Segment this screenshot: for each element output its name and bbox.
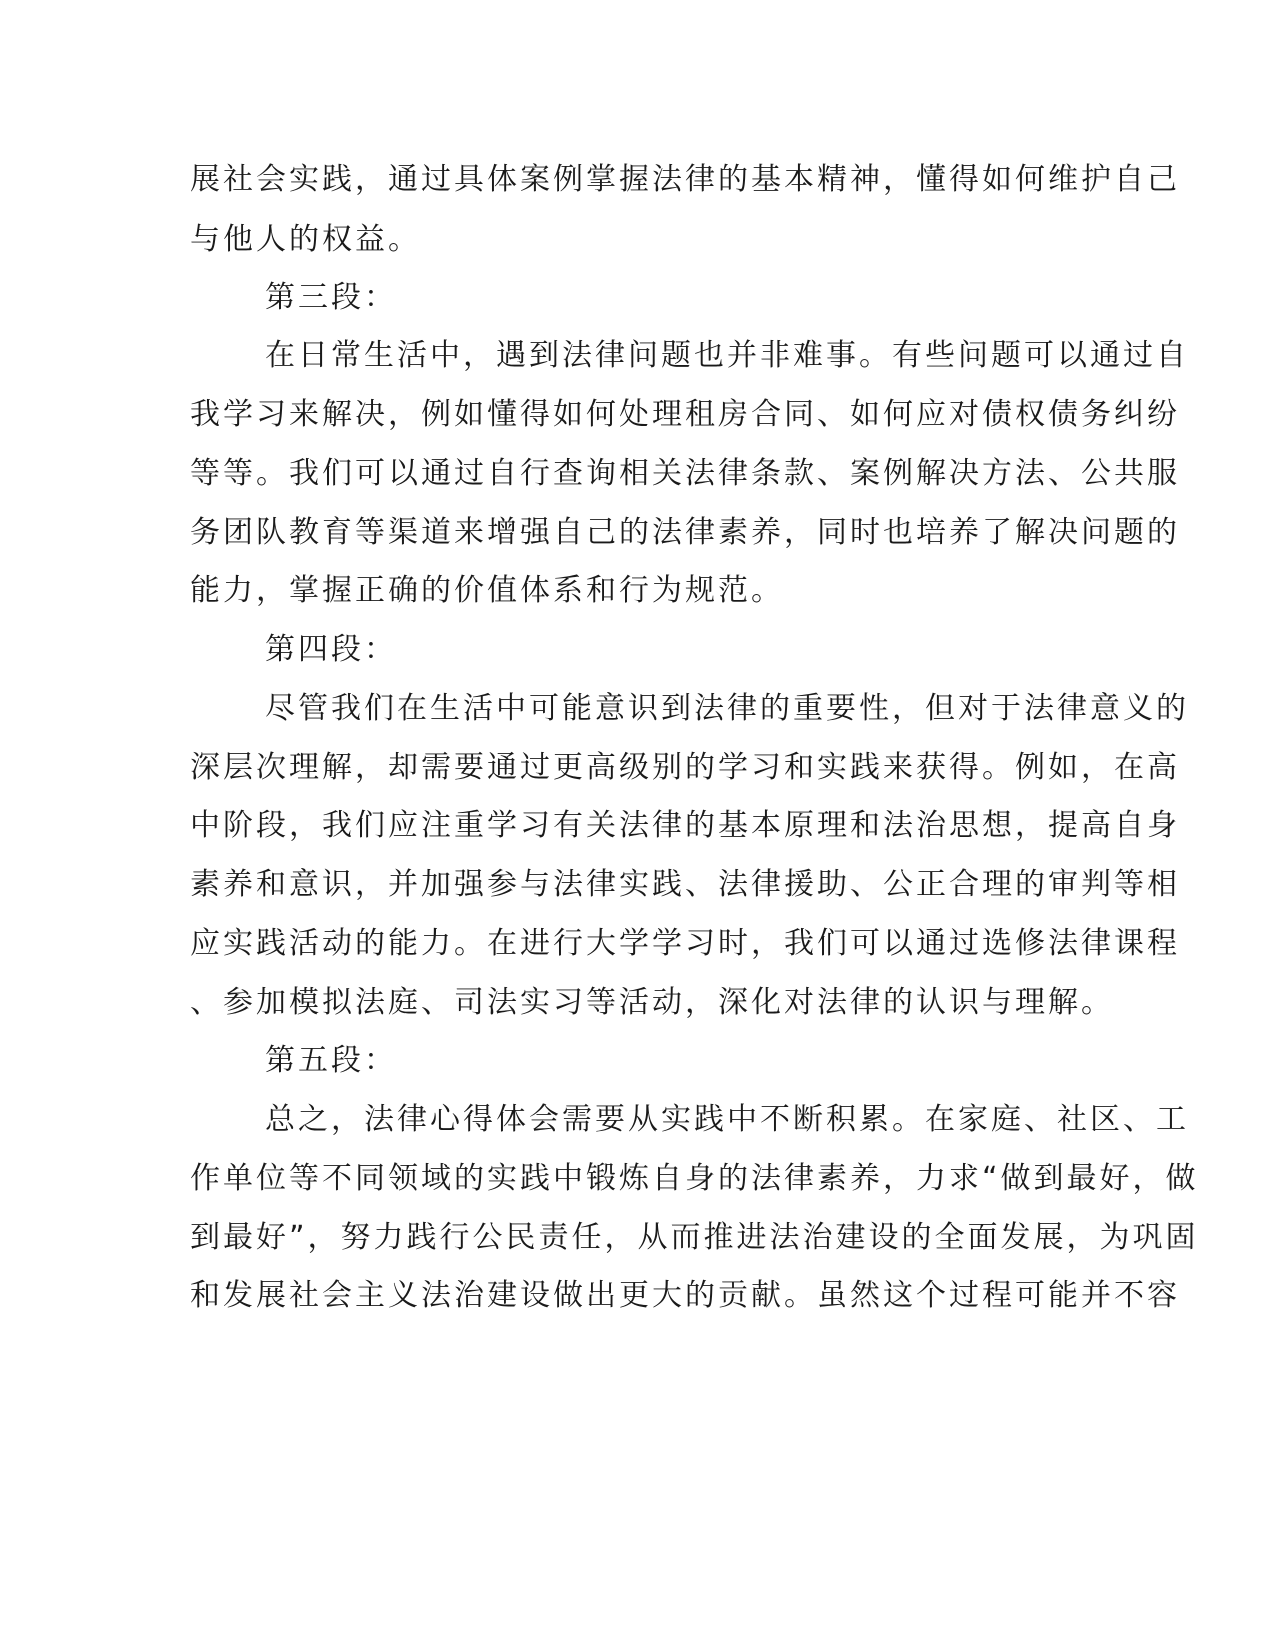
text-line: 展社会实践，通过具体案例掌握法律的基本精神，懂得如何维护自己 [190,162,1180,197]
text-line: 素养和意识，并加强参与法律实践、法律援助、公正合理的审判等相 [190,867,1180,902]
text-line: 我学习来解决，例如懂得如何处理租房合同、如何应对债权债务纠纷 [190,397,1180,432]
text-line: 务团队教育等渠道来增强自己的法律素养，同时也培养了解决问题的 [190,515,1180,550]
section-heading: 第三段： [265,280,397,315]
text-line: 与他人的权益。 [190,222,421,257]
text-line: 应实践活动的能力。在进行大学学习时，我们可以通过选修法律课程 [190,926,1180,961]
text-line: 到最好”，努力践行公民责任，从而推进法治建设的全面发展，为巩固 [190,1220,1199,1255]
paragraph-first-line: 在日常生活中，遇到法律问题也并非难事。有些问题可以通过自 [265,338,1189,373]
text-line: 、参加模拟法庭、司法实习等活动，深化对法律的认识与理解。 [190,985,1114,1020]
text-line: 中阶段，我们应注重学习有关法律的基本原理和法治思想，提高自身 [190,808,1180,843]
text-line: 等等。我们可以通过自行查询相关法律条款、案例解决方法、公共服 [190,456,1180,491]
paragraph-first-line: 尽管我们在生活中可能意识到法律的重要性，但对于法律意义的 [265,691,1189,726]
section-heading: 第五段： [265,1043,397,1078]
text-line: 深层次理解，却需要通过更高级别的学习和实践来获得。例如，在高 [190,750,1180,785]
text-line: 能力，掌握正确的价值体系和行为规范。 [190,573,784,608]
text-line: 和发展社会主义法治建设做出更大的贡献。虽然这个过程可能并不容 [190,1278,1180,1313]
text-line: 作单位等不同领域的实践中锻炼自身的法律素养，力求“做到最好，做 [190,1161,1199,1196]
section-heading: 第四段： [265,632,397,667]
paragraph-first-line: 总之，法律心得体会需要从实践中不断积累。在家庭、社区、工 [265,1102,1189,1137]
